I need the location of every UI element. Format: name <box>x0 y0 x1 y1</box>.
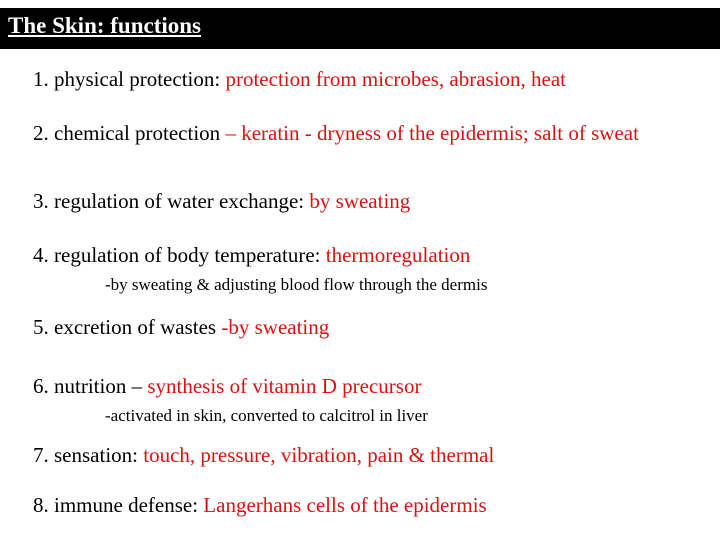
function-item-5 <box>33 315 329 339</box>
item-label: 6. nutrition – <box>33 374 148 398</box>
function-item-7 <box>33 443 494 467</box>
item-detail: synthesis of vitamin D precursor <box>147 374 422 398</box>
item-detail: protection from microbes, abrasion, heat <box>225 67 567 91</box>
item-detail: -by sweating <box>221 315 330 339</box>
item-label: 5. excretion of wastes <box>33 315 222 339</box>
item-label: 2. chemical protection <box>33 121 226 145</box>
item-detail: touch, pressure, vibration, pain & thermal <box>143 443 495 467</box>
item-label: 7. sensation: <box>33 443 144 467</box>
function-item-2 <box>33 121 639 145</box>
item-label: 1. physical protection: <box>33 67 226 91</box>
item-detail: – keratin - dryness of the epidermis; salt of sweat <box>225 121 639 145</box>
slide-title: The Skin: functions <box>8 13 202 38</box>
function-item-8 <box>33 493 487 517</box>
function-item-4 <box>33 243 470 267</box>
function-item-1 <box>33 67 566 91</box>
item-label: 3. regulation of water exchange: <box>33 189 310 213</box>
function-item-6 <box>33 374 421 398</box>
item-detail: Langerhans cells of the epidermis <box>203 493 487 517</box>
item-6-subnote: -activated in skin, converted to calcitrol in liver <box>105 406 428 425</box>
item-4-subnote: -by sweating & adjusting blood flow through the dermis <box>105 275 488 294</box>
item-detail: by sweating <box>309 189 411 213</box>
item-label: 8. immune defense: <box>33 493 204 517</box>
function-item-3 <box>33 189 410 213</box>
item-detail: thermoregulation <box>325 243 471 267</box>
item-label: 4. regulation of body temperature: <box>33 243 326 267</box>
